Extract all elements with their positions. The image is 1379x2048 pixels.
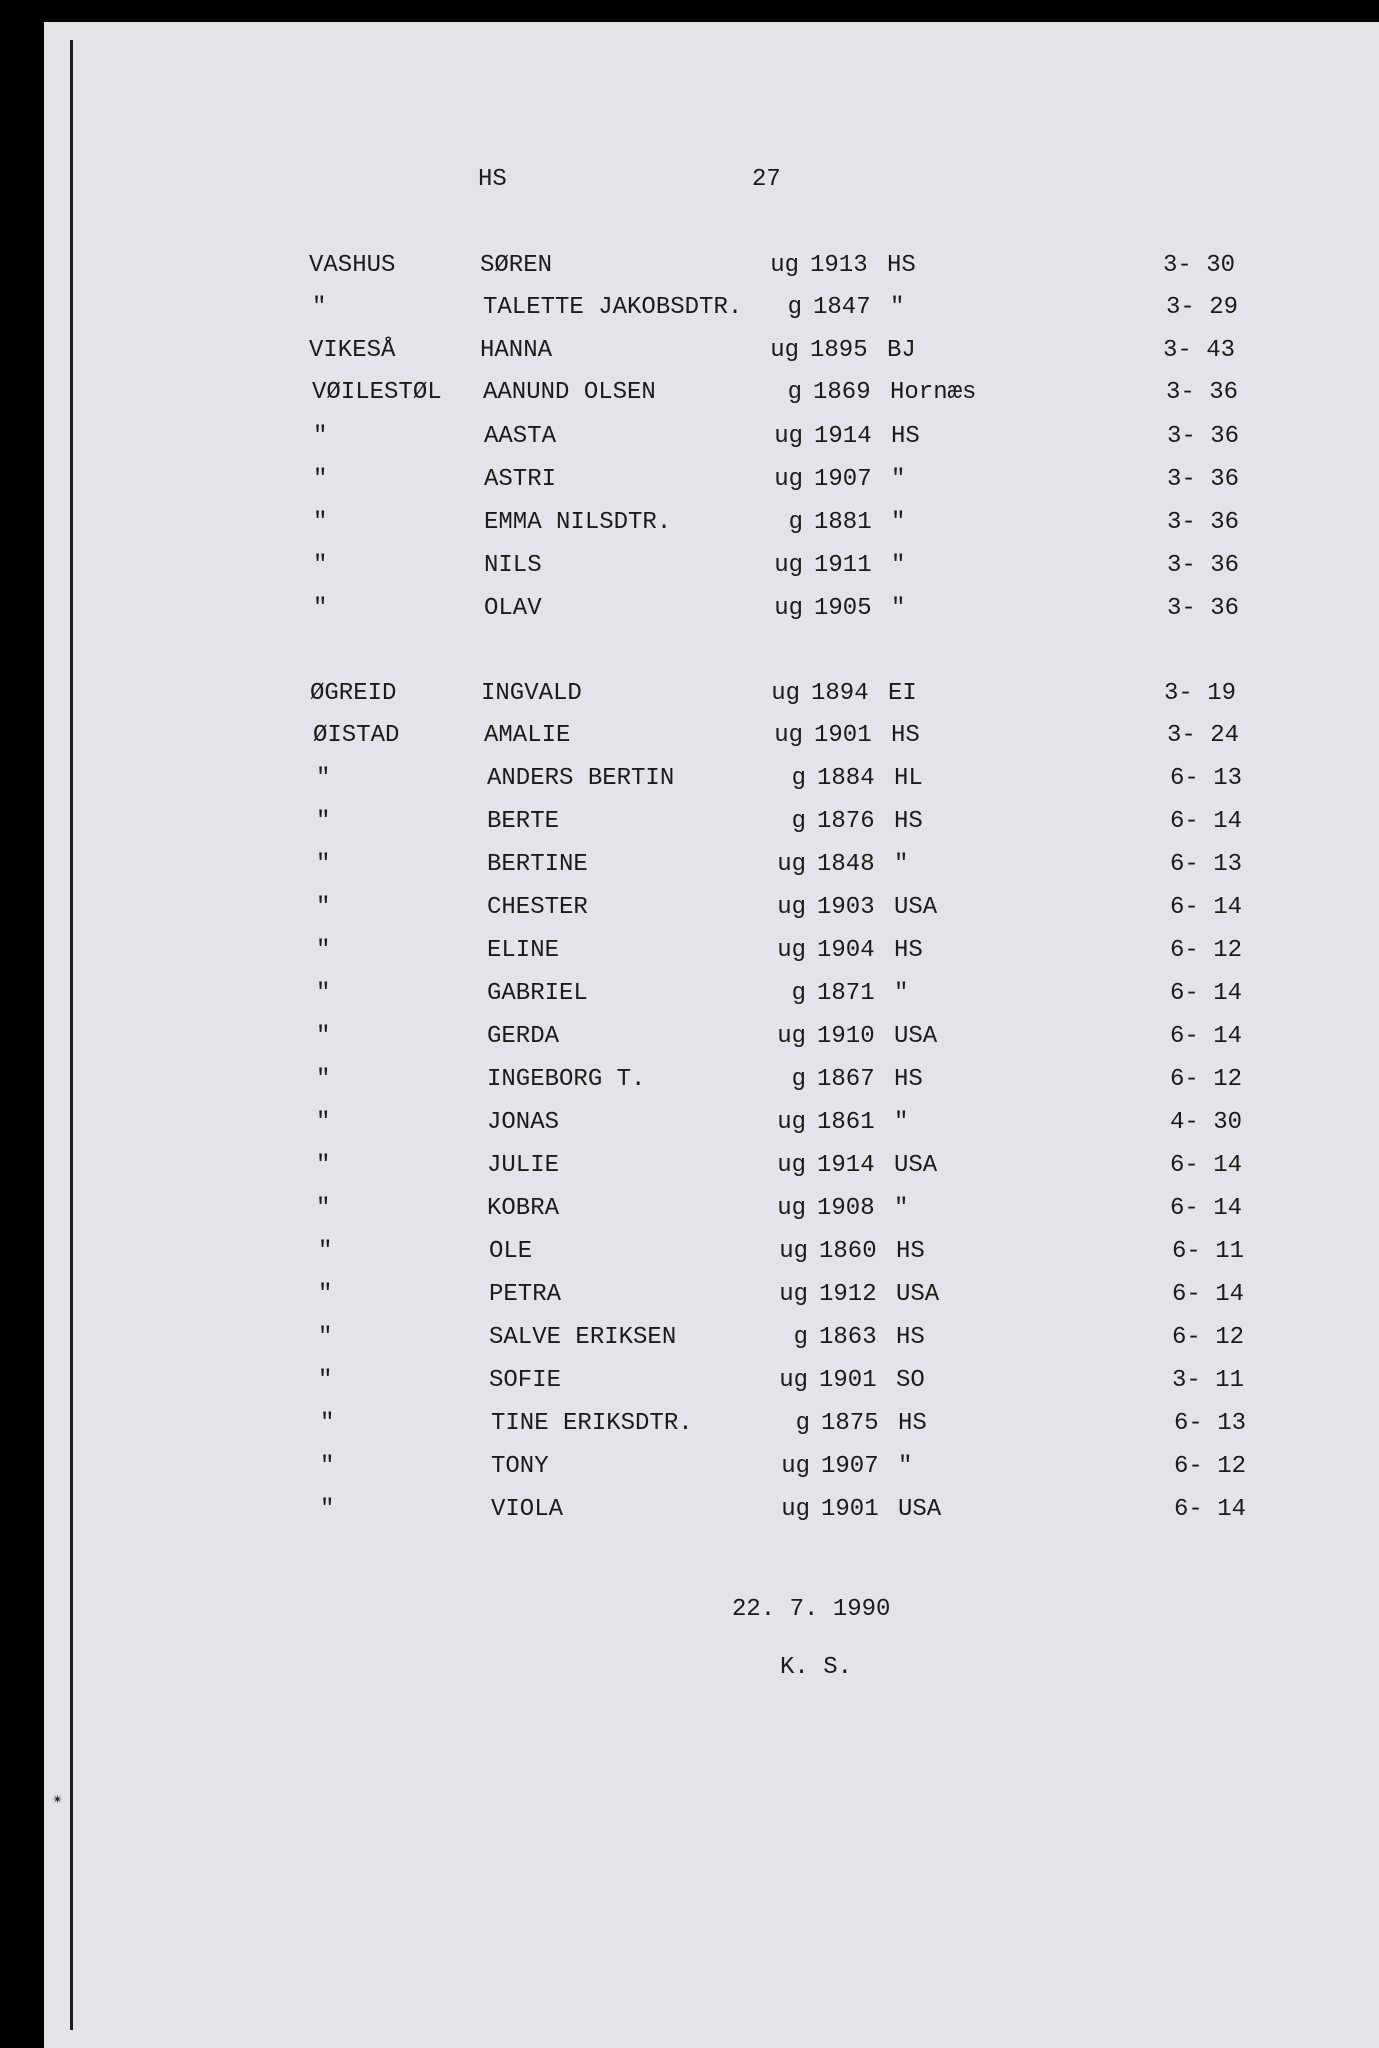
birth-year: 1863	[819, 1324, 877, 1351]
register-row	[313, 509, 1273, 541]
given-name: SOFIE	[489, 1367, 562, 1394]
given-name: AANUND OLSEN	[483, 379, 656, 406]
family-name: "	[312, 294, 327, 321]
given-name: EMMA NILSDTR.	[484, 509, 672, 536]
birth-place: HS	[896, 1238, 925, 1265]
family-name: "	[316, 1109, 331, 1136]
birth-year: 1867	[817, 1066, 875, 1093]
birth-place: "	[894, 1109, 909, 1136]
register-row	[318, 1281, 1278, 1313]
given-name: ASTRI	[484, 466, 557, 493]
family-name: VØILESTØL	[312, 379, 442, 406]
given-name: GERDA	[487, 1023, 560, 1050]
register-row	[316, 1109, 1276, 1141]
marital-status: ug	[774, 552, 803, 579]
family-name: "	[313, 552, 328, 579]
birth-place: USA	[896, 1281, 940, 1308]
given-name: CHESTER	[487, 894, 588, 921]
marital-status: ug	[774, 595, 803, 622]
family-name: "	[320, 1410, 335, 1437]
birth-year: 1910	[817, 1023, 875, 1050]
reference: 4- 30	[1169, 1109, 1242, 1136]
footer-date: 22. 7. 1990	[732, 1596, 891, 1623]
birth-year: 1901	[819, 1367, 877, 1394]
marital-status: g	[791, 765, 806, 792]
birth-place: "	[891, 595, 906, 622]
register-row	[318, 1324, 1278, 1356]
birth-place: SO	[896, 1367, 925, 1394]
family-name: ØISTAD	[313, 722, 400, 749]
family-name: "	[318, 1281, 333, 1308]
birth-year: 1881	[814, 509, 872, 536]
header-code: HS	[478, 166, 507, 193]
birth-place: HS	[891, 722, 920, 749]
family-name: "	[316, 1195, 331, 1222]
family-name: VASHUS	[309, 252, 396, 279]
birth-place: HL	[894, 765, 923, 792]
birth-place: Hornæs	[890, 379, 977, 406]
given-name: OLE	[489, 1238, 533, 1265]
birth-place: "	[894, 1195, 909, 1222]
family-name: "	[316, 808, 331, 835]
birth-place: BJ	[887, 337, 916, 364]
family-name: "	[316, 1023, 331, 1050]
birth-year: 1901	[821, 1496, 879, 1523]
register-row	[316, 894, 1276, 926]
birth-year: 1903	[817, 894, 875, 921]
given-name: OLAV	[484, 595, 542, 622]
birth-place: "	[898, 1453, 913, 1480]
reference: 6- 14	[1171, 1281, 1244, 1308]
family-name: "	[316, 1152, 331, 1179]
given-name: TONY	[491, 1453, 549, 1480]
register-row	[312, 294, 1272, 326]
family-name: VIKESÅ	[309, 337, 396, 364]
family-name: "	[313, 423, 328, 450]
marital-status: ug	[771, 680, 800, 707]
given-name: TALETTE JAKOBSDTR.	[483, 294, 743, 321]
given-name: VIOLA	[491, 1496, 564, 1523]
marital-status: g	[787, 294, 802, 321]
family-name: "	[318, 1367, 333, 1394]
reference: 3- 30	[1162, 252, 1235, 279]
given-name: TINE ERIKSDTR.	[491, 1410, 693, 1437]
reference: 6- 14	[1169, 808, 1242, 835]
family-name: "	[316, 765, 331, 792]
family-name: "	[320, 1453, 335, 1480]
birth-year: 1875	[821, 1410, 879, 1437]
register-row	[316, 1152, 1276, 1184]
marital-status: ug	[770, 252, 799, 279]
register-row	[313, 466, 1273, 498]
margin-mark: ✴	[52, 1790, 63, 1810]
given-name: NILS	[484, 552, 542, 579]
marital-status: ug	[774, 423, 803, 450]
birth-place: EI	[888, 680, 917, 707]
reference: 3- 24	[1166, 722, 1239, 749]
register-row	[309, 337, 1269, 369]
birth-year: 1876	[817, 808, 875, 835]
register-row	[316, 808, 1276, 840]
given-name: ELINE	[487, 937, 560, 964]
family-name: "	[316, 937, 331, 964]
given-name: BERTE	[487, 808, 560, 835]
page-number: 27	[752, 166, 781, 193]
birth-place: USA	[894, 894, 938, 921]
birth-place: "	[894, 980, 909, 1007]
given-name: INGVALD	[481, 680, 582, 707]
marital-status: ug	[770, 337, 799, 364]
birth-year: 1914	[814, 423, 872, 450]
given-name: HANNA	[480, 337, 553, 364]
reference: 6- 12	[1169, 937, 1242, 964]
register-row	[318, 1238, 1278, 1270]
register-row	[316, 937, 1276, 969]
marital-status: ug	[779, 1281, 808, 1308]
reference: 6- 14	[1169, 1023, 1242, 1050]
birth-year: 1869	[813, 379, 871, 406]
given-name: AMALIE	[484, 722, 571, 749]
given-name: JULIE	[487, 1152, 560, 1179]
family-name: "	[318, 1238, 333, 1265]
birth-year: 1907	[814, 466, 872, 493]
birth-year: 1908	[817, 1195, 875, 1222]
family-name: "	[316, 1066, 331, 1093]
birth-year: 1848	[817, 851, 875, 878]
marital-status: ug	[779, 1367, 808, 1394]
given-name: PETRA	[489, 1281, 562, 1308]
reference: 3- 36	[1166, 552, 1239, 579]
margin-rule	[70, 40, 73, 2030]
register-row	[316, 1195, 1276, 1227]
register-row	[320, 1496, 1280, 1528]
birth-year: 1895	[810, 337, 868, 364]
marital-status: ug	[779, 1238, 808, 1265]
marital-status: ug	[777, 1152, 806, 1179]
marital-status: ug	[777, 1195, 806, 1222]
birth-year: 1871	[817, 980, 875, 1007]
register-row	[316, 851, 1276, 883]
reference: 3- 36	[1166, 509, 1239, 536]
register-row	[313, 722, 1273, 754]
register-row	[313, 423, 1273, 455]
marital-status: g	[788, 509, 803, 536]
register-row	[316, 1066, 1276, 1098]
birth-place: HS	[896, 1324, 925, 1351]
birth-year: 1861	[817, 1109, 875, 1136]
marital-status: ug	[777, 851, 806, 878]
birth-place: HS	[887, 252, 916, 279]
given-name: AASTA	[484, 423, 557, 450]
family-name: "	[313, 595, 328, 622]
reference: 6- 12	[1169, 1066, 1242, 1093]
register-row	[312, 379, 1272, 411]
register-row	[320, 1410, 1280, 1442]
birth-place: HS	[894, 937, 923, 964]
birth-place: "	[891, 509, 906, 536]
marital-status: ug	[781, 1496, 810, 1523]
birth-place: USA	[898, 1496, 942, 1523]
reference: 3- 36	[1166, 466, 1239, 493]
register-row	[316, 765, 1276, 797]
marital-status: g	[787, 379, 802, 406]
marital-status: ug	[774, 722, 803, 749]
given-name: ANDERS BERTIN	[487, 765, 675, 792]
reference: 6- 14	[1169, 1152, 1242, 1179]
family-name: ØGREID	[310, 680, 397, 707]
reference: 3- 29	[1165, 294, 1238, 321]
reference: 3- 43	[1162, 337, 1235, 364]
marital-status: ug	[777, 894, 806, 921]
marital-status: ug	[774, 466, 803, 493]
register-row	[313, 552, 1273, 584]
register-row	[310, 680, 1270, 712]
family-name: "	[316, 894, 331, 921]
reference: 6- 13	[1169, 765, 1242, 792]
footer-initials: K. S.	[780, 1654, 853, 1681]
birth-place: HS	[898, 1410, 927, 1437]
given-name: KOBRA	[487, 1195, 560, 1222]
birth-place: USA	[894, 1023, 938, 1050]
marital-status: g	[793, 1324, 808, 1351]
family-name: "	[313, 466, 328, 493]
marital-status: ug	[777, 1109, 806, 1136]
marital-status: g	[791, 980, 806, 1007]
given-name: SØREN	[480, 252, 553, 279]
marital-status: ug	[777, 1023, 806, 1050]
birth-place: USA	[894, 1152, 938, 1179]
family-name: "	[313, 509, 328, 536]
register-row	[309, 252, 1269, 284]
birth-year: 1847	[813, 294, 871, 321]
birth-place: HS	[894, 1066, 923, 1093]
register-row	[320, 1453, 1280, 1485]
reference: 6- 12	[1171, 1324, 1244, 1351]
family-name: "	[320, 1496, 335, 1523]
birth-year: 1901	[814, 722, 872, 749]
reference: 6- 14	[1169, 894, 1242, 921]
marital-status: ug	[777, 937, 806, 964]
register-row	[313, 595, 1273, 627]
birth-year: 1913	[810, 252, 868, 279]
reference: 6- 13	[1173, 1410, 1246, 1437]
birth-year: 1904	[817, 937, 875, 964]
birth-place: HS	[891, 423, 920, 450]
reference: 3- 11	[1171, 1367, 1244, 1394]
reference: 3- 36	[1166, 423, 1239, 450]
birth-place: "	[891, 552, 906, 579]
birth-place: "	[891, 466, 906, 493]
family-name: "	[316, 980, 331, 1007]
reference: 6- 12	[1173, 1453, 1246, 1480]
reference: 6- 14	[1169, 980, 1242, 1007]
birth-year: 1860	[819, 1238, 877, 1265]
given-name: INGEBORG T.	[487, 1066, 646, 1093]
family-name: "	[316, 851, 331, 878]
birth-year: 1911	[814, 552, 872, 579]
birth-place: "	[894, 851, 909, 878]
reference: 6- 11	[1171, 1238, 1244, 1265]
reference: 6- 14	[1173, 1496, 1246, 1523]
reference: 3- 19	[1163, 680, 1236, 707]
family-name: "	[318, 1324, 333, 1351]
birth-year: 1914	[817, 1152, 875, 1179]
birth-year: 1912	[819, 1281, 877, 1308]
birth-place: HS	[894, 808, 923, 835]
register-row	[316, 980, 1276, 1012]
reference: 3- 36	[1166, 595, 1239, 622]
given-name: JONAS	[487, 1109, 560, 1136]
given-name: GABRIEL	[487, 980, 588, 1007]
given-name: SALVE ERIKSEN	[489, 1324, 677, 1351]
marital-status: g	[791, 808, 806, 835]
reference: 6- 14	[1169, 1195, 1242, 1222]
marital-status: ug	[781, 1453, 810, 1480]
birth-year: 1894	[811, 680, 869, 707]
register-row	[316, 1023, 1276, 1055]
reference: 3- 36	[1165, 379, 1238, 406]
birth-place: "	[890, 294, 905, 321]
reference: 6- 13	[1169, 851, 1242, 878]
birth-year: 1905	[814, 595, 872, 622]
birth-year: 1907	[821, 1453, 879, 1480]
marital-status: g	[791, 1066, 806, 1093]
marital-status: g	[795, 1410, 810, 1437]
register-row	[318, 1367, 1278, 1399]
given-name: BERTINE	[487, 851, 588, 878]
birth-year: 1884	[817, 765, 875, 792]
